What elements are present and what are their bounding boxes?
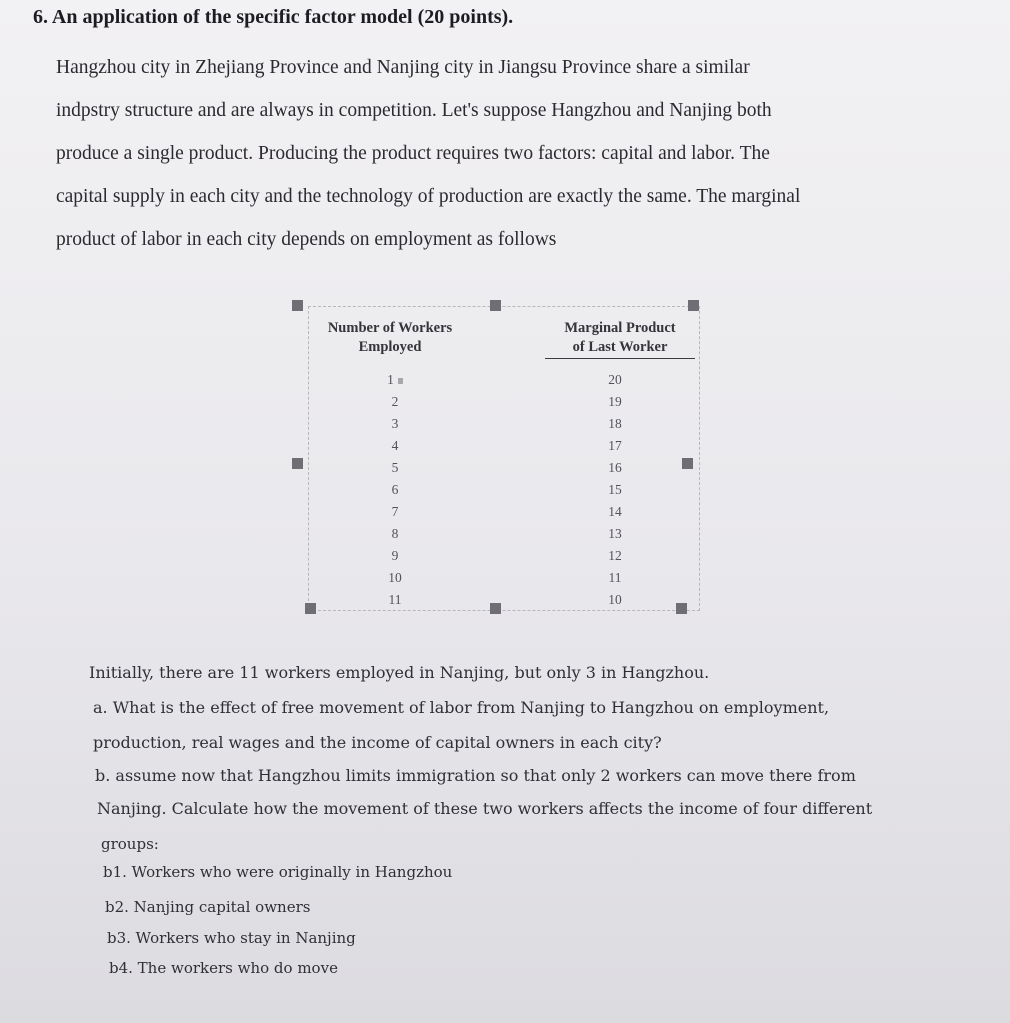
table-cell: 6	[391, 482, 399, 497]
sub-question-b4: b4. The workers who do move	[109, 959, 338, 977]
table-cell: 4	[391, 438, 399, 453]
resize-handle-top[interactable]	[490, 300, 501, 311]
column-header-line: Marginal Product	[564, 320, 676, 336]
table-cell: 7	[391, 504, 399, 519]
table-cell: 5	[391, 460, 399, 475]
resize-handle-bottom-left[interactable]	[305, 603, 316, 614]
resize-handle-right[interactable]	[682, 458, 693, 469]
intro-line: indpstry structure and are always in competition. Let's suppose Hangzhou and Nanjing both	[56, 100, 772, 121]
table-cell: 14	[608, 504, 622, 519]
marginal-product-column	[600, 369, 630, 611]
table-cell: 10	[608, 592, 622, 607]
part-b-text: Nanjing. Calculate how the movement of these two workers affects the income of four different	[97, 799, 873, 818]
sub-question-b1: b1. Workers who were originally in Hangzhou	[103, 863, 453, 881]
part-a-text: a. What is the effect of free movement of labor from Nanjing to Hangzhou on employment,	[93, 698, 830, 717]
table-cell: 1	[380, 369, 410, 391]
intro-line: capital supply in each city and the technology of production are exactly the same. The marginal	[56, 186, 801, 207]
resize-handle-top-left[interactable]	[292, 300, 303, 311]
table-cell: 16	[608, 460, 622, 475]
intro-line: product of labor in each city depends on employment as follows	[56, 229, 557, 250]
column-header-marginal-product	[545, 319, 695, 359]
question-intro	[56, 46, 956, 261]
part-b-text: b. assume now that Hangzhou limits immigration so that only 2 workers can move there from	[95, 766, 856, 785]
column-header-line: Employed	[358, 339, 422, 355]
table-cell: 3	[391, 416, 399, 431]
table-cell: 15	[608, 482, 622, 497]
column-header-workers	[305, 319, 475, 357]
table-cell: 8	[391, 526, 399, 541]
text-cursor-icon	[398, 378, 403, 384]
table-cell: 13	[608, 526, 622, 541]
part-a-text: production, real wages and the income of capital owners in each city?	[93, 733, 662, 752]
sub-question-b3: b3. Workers who stay in Nanjing	[107, 929, 356, 947]
table-cell: 9	[391, 548, 399, 563]
table-cell: 2	[391, 394, 399, 409]
column-header-line: of Last Worker	[545, 338, 695, 359]
column-header-line: Number of Workers	[327, 320, 453, 336]
workers-column	[380, 369, 410, 611]
resize-handle-bottom-right[interactable]	[676, 603, 687, 614]
resize-handle-bottom[interactable]	[490, 603, 501, 614]
part-b-text: groups:	[101, 835, 159, 853]
initial-condition-text: Initially, there are 11 workers employed in Nanjing, but only 3 in Hangzhou.	[89, 663, 710, 682]
table-cell: 17	[608, 438, 622, 453]
resize-handle-left[interactable]	[292, 458, 303, 469]
intro-line: produce a single product. Producing the product requires two factors: capital and labor. The	[56, 143, 770, 164]
table-cell: 20	[608, 372, 622, 387]
table-cell: 11	[388, 592, 402, 607]
question-title: 6. An application of the specific factor model (20 points).	[33, 6, 514, 28]
table-cell: 11	[608, 570, 622, 585]
intro-line: Hangzhou city in Zhejiang Province and Nanjing city in Jiangsu Province share a similar	[56, 57, 750, 78]
table-cell: 19	[608, 394, 622, 409]
resize-handle-top-right[interactable]	[688, 300, 699, 311]
table-cell: 12	[608, 548, 622, 563]
table-cell: 18	[608, 416, 622, 431]
sub-question-b2: b2. Nanjing capital owners	[105, 898, 311, 916]
table-cell: 10	[388, 570, 402, 585]
